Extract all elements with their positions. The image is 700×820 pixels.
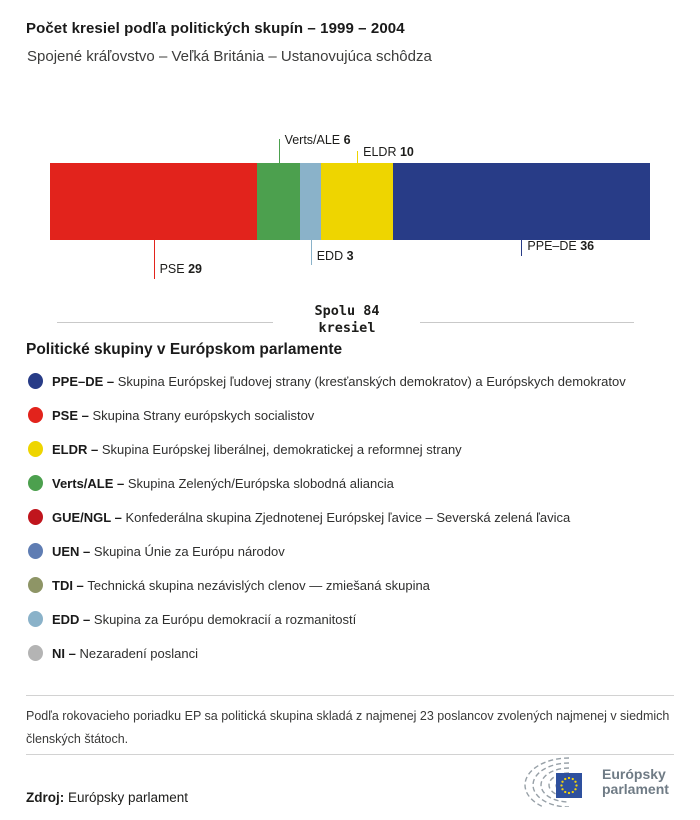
ep-logo-text-line2: parlament <box>602 781 669 797</box>
legend-item-text: EDD – Skupina za Európu demokracií a rozmanitostí <box>52 611 357 627</box>
legend-item-text: ELDR – Skupina Európskej liberálnej, demokratickej a reformnej strany <box>52 441 462 457</box>
bar-label-edd: EDD 3 <box>316 249 354 263</box>
total-seats-line1: Spolu 84 <box>314 303 380 319</box>
ep-logo-text-line1: Európsky <box>602 766 666 782</box>
legend-item-pse <box>26 398 686 432</box>
bar-label-ppe-de: PPE–DE 36 <box>527 239 595 253</box>
total-divider-right-line <box>420 322 634 323</box>
legend-item-verts-ale <box>26 466 686 500</box>
page-title: Počet kresiel podľa politických skupín – 1999 – 2004 <box>26 20 405 37</box>
legend-item-text: UEN – Skupina Únie za Európu národov <box>52 543 285 559</box>
legend-dot-icon <box>28 577 43 593</box>
bar-label-pse: PSE 29 <box>159 262 202 276</box>
source-value: Európsky parlament <box>64 790 189 805</box>
legend-dot-icon <box>28 475 43 491</box>
legend-item-text: NI – Nezaradení poslanci <box>52 645 198 661</box>
leader-line-verts-ale <box>279 139 280 163</box>
legend-item-edd <box>26 602 686 636</box>
footnote-top-divider <box>26 695 674 696</box>
ep-hemicycle-flag-icon <box>524 757 594 807</box>
seats-stacked-bar <box>50 163 650 240</box>
source-label: Zdroj: <box>26 790 65 805</box>
legend-item-text: PSE – Skupina Strany európskych socialistov <box>52 407 315 423</box>
legend-dot-icon <box>28 407 43 423</box>
leader-line-ppe-de <box>521 240 522 256</box>
total-seats-line2: kresiel <box>318 320 376 336</box>
legend-item-ni <box>26 636 686 670</box>
leader-line-edd <box>311 240 312 265</box>
legend-item-text: TDI – Technická skupina nezávislých clenov — zmiešaná skupina <box>52 577 430 593</box>
legend-item-text: GUE/NGL – Konfederálna skupina Zjednotenej Európskej ľavice – Severská zelená ľavica <box>52 509 571 525</box>
legend-heading: Politické skupiny v Európskom parlamente <box>26 341 343 358</box>
legend-item-text: Verts/ALE – Skupina Zelených/Európska slobodná aliancia <box>52 475 394 491</box>
legend-dot-icon <box>28 441 43 457</box>
bar-label-verts-ale: Verts/ALE 6 <box>284 133 351 147</box>
bar-segment-ppe-de[interactable] <box>393 163 650 240</box>
bar-segment-pse[interactable] <box>50 163 257 240</box>
legend-dot-icon <box>28 645 43 661</box>
bar-segment-verts-ale[interactable] <box>257 163 300 240</box>
leader-line-eldr <box>357 151 358 163</box>
total-seats-label <box>272 303 422 337</box>
source-line <box>26 790 188 805</box>
footnote-bottom-divider <box>26 754 674 755</box>
legend-item-uen <box>26 534 686 568</box>
bar-segment-edd[interactable] <box>300 163 321 240</box>
legend-item-text: PPE–DE – Skupina Európskej ľudovej strany (kresťanských demokratov) a Európskych demokratov <box>52 373 626 389</box>
legend-dot-icon <box>28 611 43 627</box>
total-divider-left-line <box>57 322 273 323</box>
legend-item-ppe-de <box>26 364 686 398</box>
legend-dot-icon <box>28 509 43 525</box>
ep-logo-text <box>602 767 669 797</box>
legend-dot-icon <box>28 543 43 559</box>
leader-line-pse <box>154 240 155 279</box>
legend-dot-icon <box>28 373 43 389</box>
legend <box>26 364 686 670</box>
legend-item-eldr <box>26 432 686 466</box>
legend-item-gue-ngl <box>26 500 686 534</box>
bar-segment-eldr[interactable] <box>321 163 392 240</box>
bar-label-eldr: ELDR 10 <box>363 145 414 159</box>
page-subtitle: Spojené kráľovstvo – Veľká Británia – Ustanovujúca schôdza <box>27 48 432 65</box>
european-parliament-logo <box>524 757 669 807</box>
footnote: Podľa rokovacieho poriadku EP sa politická skupina skladá z najmenej 23 poslancov zvolených najmenej v siedmich členských štátoch. <box>26 709 670 746</box>
legend-item-tdi <box>26 568 686 602</box>
